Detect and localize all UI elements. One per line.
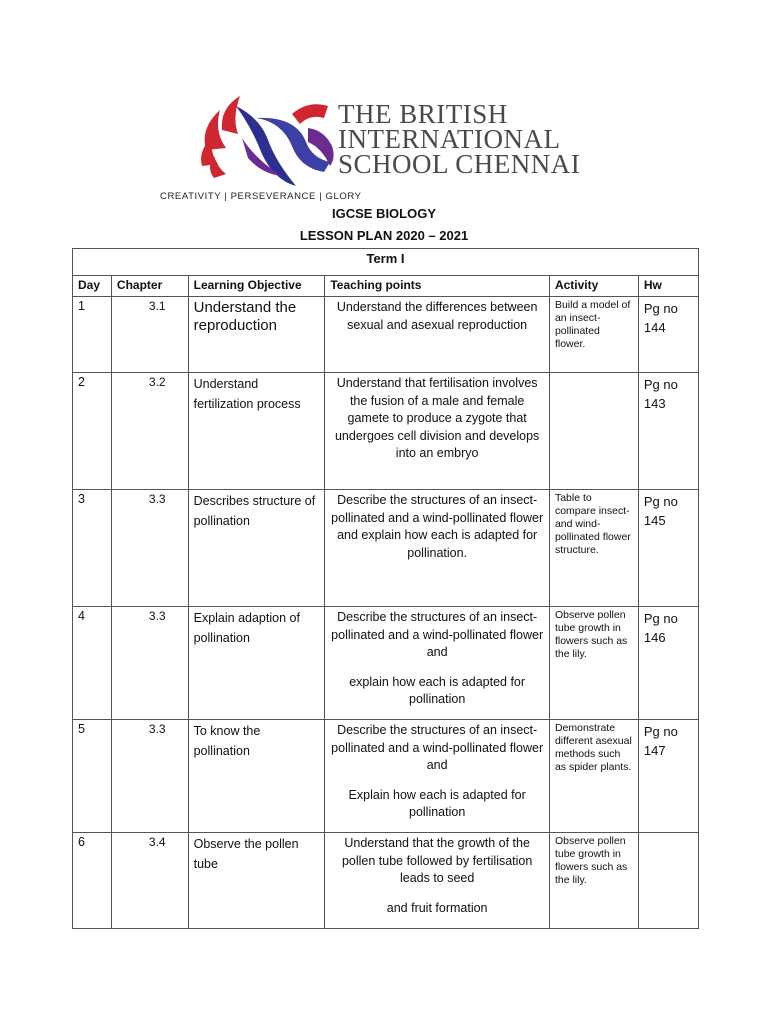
table-row <box>73 720 699 833</box>
cell-activity: Table to compare insect- and wind-pollinated flower structure. <box>549 490 638 607</box>
column-header-day: Day <box>73 276 112 297</box>
school-name <box>338 99 581 179</box>
column-header-hw: Hw <box>638 276 698 297</box>
teaching-text: Describe the structures of an insect-pollinated and a wind-pollinated flower and <box>331 723 544 772</box>
cell-day: 4 <box>73 607 112 720</box>
cell-chapter: 3.3 <box>111 720 188 833</box>
cell-objective: Explain adaption of pollination <box>188 607 325 720</box>
cell-activity: Demonstrate different asexual methods such as spider plants. <box>549 720 638 833</box>
table-row <box>73 833 699 929</box>
lesson-plan-table <box>72 248 699 929</box>
cell-teaching <box>325 720 550 833</box>
cell-hw <box>638 833 698 929</box>
cell-objective: Understand fertilization process <box>188 373 325 490</box>
cell-chapter: 3.3 <box>111 607 188 720</box>
cell-day: 3 <box>73 490 112 607</box>
cell-activity: Build a model of an insect-pollinated flower. <box>549 297 638 373</box>
cell-hw: Pg no 147 <box>638 720 698 833</box>
table-row <box>73 297 699 373</box>
term-row <box>73 249 699 276</box>
table-row <box>73 373 699 490</box>
red-wing-feathers <box>201 96 240 178</box>
cell-teaching <box>325 833 550 929</box>
cell-hw: Pg no 145 <box>638 490 698 607</box>
cell-objective: Understand the reproduction <box>188 297 325 373</box>
cell-teaching <box>325 297 550 373</box>
cell-teaching <box>325 490 550 607</box>
cell-objective: Observe the pollen tube <box>188 833 325 929</box>
cell-chapter: 3.1 <box>111 297 188 373</box>
document-title: IGCSE BIOLOGY <box>331 206 436 221</box>
cell-hw: Pg no 146 <box>638 607 698 720</box>
column-header-chapter: Chapter <box>111 276 188 297</box>
teaching-text: Describe the structures of an insect-pollinated and a wind-pollinated flower and <box>331 610 544 659</box>
cell-activity: Observe pollen tube growth in flowers such as the lily. <box>549 833 638 929</box>
column-header-activity: Activity <box>549 276 638 297</box>
cell-hw: Pg no 143 <box>638 373 698 490</box>
school-name-line1: THE BRITISH <box>338 99 508 129</box>
term-heading: Term I <box>73 249 699 276</box>
teaching-text: explain how each is adapted for pollination <box>349 674 526 706</box>
cell-teaching <box>325 373 550 490</box>
cell-day: 2 <box>73 373 112 490</box>
column-header-teaching: Teaching points <box>325 276 550 297</box>
teaching-text: Describe the structures of an insect-pollinated and a wind-pollinated flower and explain how each is adapted for pollination. <box>331 493 544 560</box>
cell-activity <box>549 373 638 490</box>
cell-day: 5 <box>73 720 112 833</box>
cell-objective: To know the pollination <box>188 720 325 833</box>
table-header-row <box>73 276 699 297</box>
cell-day: 1 <box>73 297 112 373</box>
teaching-text: and fruit formation <box>386 900 488 915</box>
cell-teaching <box>325 607 550 720</box>
school-name-line2: INTERNATIONAL <box>338 124 561 154</box>
school-name-line3: SCHOOL CHENNAI <box>338 149 581 179</box>
blue-bird-body <box>236 104 334 186</box>
column-header-objective: Learning Objective <box>188 276 325 297</box>
table-row <box>73 490 699 607</box>
cell-day: 6 <box>73 833 112 929</box>
cell-chapter: 3.2 <box>111 373 188 490</box>
table-row <box>73 607 699 720</box>
teaching-text: Understand that the growth of the pollen tube followed by fertilisation leads to seed <box>341 836 533 885</box>
school-tagline: CREATIVITY | PERSEVERANCE | GLORY <box>160 191 362 202</box>
cell-activity: Observe pollen tube growth in flowers such as the lily. <box>549 607 638 720</box>
teaching-text: Explain how each is adapted for pollination <box>348 787 526 819</box>
document-subtitle: LESSON PLAN 2020 – 2021 <box>299 228 469 243</box>
cell-hw: Pg no 144 <box>638 297 698 373</box>
teaching-text: Understand that fertilisation involves the fusion of a male and female gamete to produce a zygote that undergoes cell division and develops into an embryo <box>334 376 540 460</box>
cell-objective: Describes structure of pollination <box>188 490 325 607</box>
teaching-text: Understand the differences between sexual and asexual reproduction <box>336 300 538 332</box>
cell-chapter: 3.3 <box>111 490 188 607</box>
cell-chapter: 3.4 <box>111 833 188 929</box>
